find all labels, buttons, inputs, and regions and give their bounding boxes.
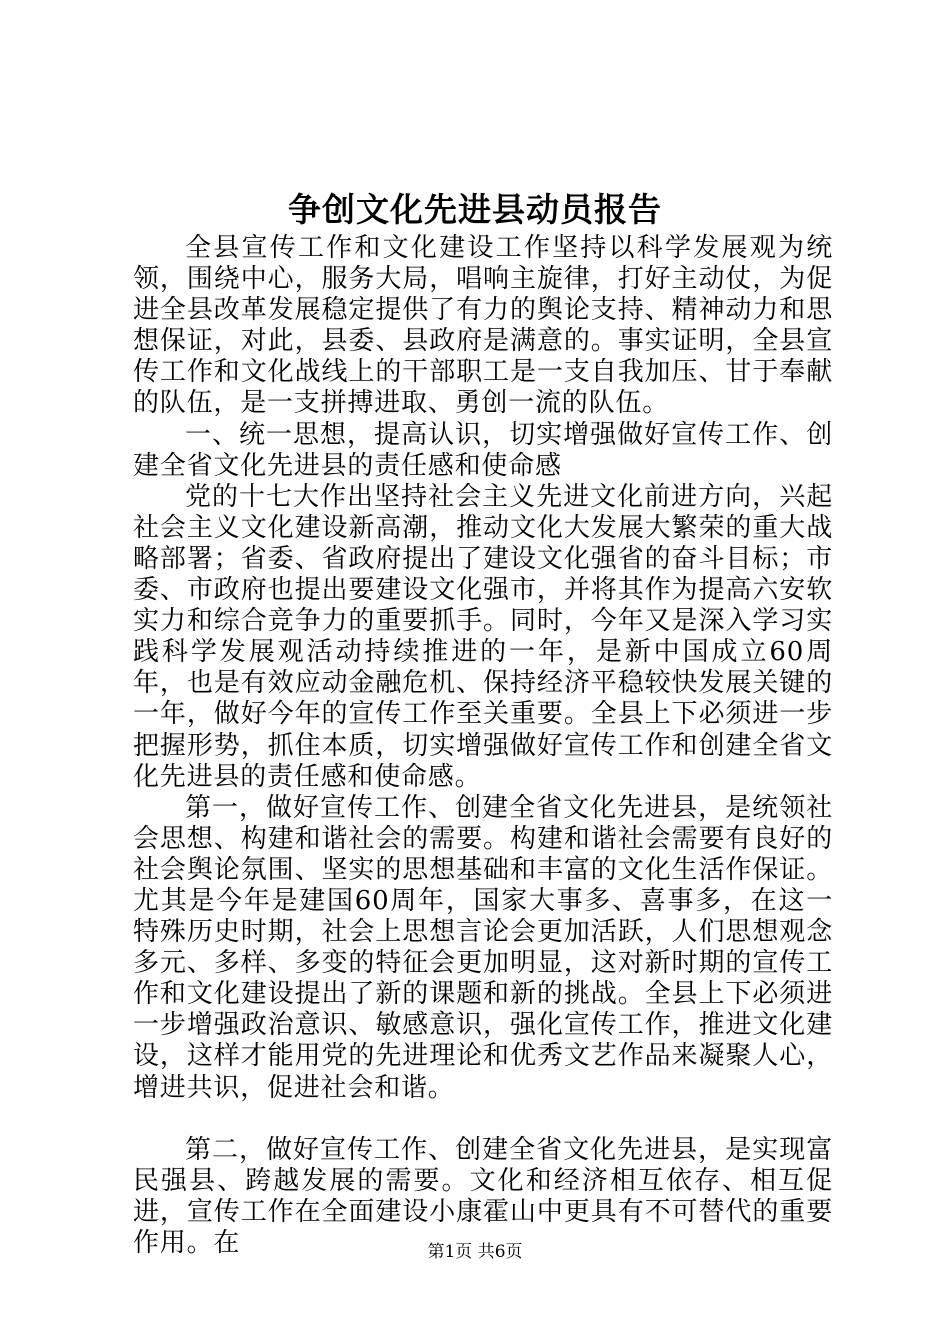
document-title: 争创文化先进县动员报告: [288, 190, 662, 229]
paragraph-first-point: 第一，做好宣传工作、创建全省文化先进县，是统领社会思想、构建和谐社会的需要。构建和谐社会需要有良好的社会舆论氛围、坚实的思想基础和丰富的文化生活作保证。尤其是今年是建国60周年，国家大事多、喜事多，在这一特殊历史时期，社会上思想言论会更加活跃，人们思想观念多元、多样、多变的特征会更加明显，这对新时期的宣传工作和文化建设提出了新的课题和新的挑战。全县上下必须进一步增强政治意识、敏感意识，强化宣传工作，推进文化建设，这样才能用党的先进理论和优秀文艺作品来凝聚人心，增进共识，促进社会和谐。: [133, 792, 833, 1103]
page-footer: 第1页 共6页: [427, 1242, 523, 1262]
paragraph-second-point: 第二，做好宣传工作、创建全省文化先进县，是实现富民强县、跨越发展的需要。文化和经济相互依存、相互促进，宣传工作在全面建设小康霍山中更具有不可替代的重要作用。在: [133, 1134, 833, 1258]
section-heading-1: 一、统一思想，提高认识，切实增强做好宣传工作、创建全省文化先进县的责任感和使命感: [133, 419, 833, 481]
document-body: [133, 233, 833, 1259]
paragraph-background: 党的十七大作出坚持社会主义先进文化前进方向，兴起社会主义文化建设新高潮，推动文化大发展大繁荣的重大战略部署；省委、省政府提出了建设文化强省的奋斗目标；市委、市政府也提出要建设文化强市，并将其作为提高六安软实力和综合竞争力的重要抓手。同时，今年又是深入学习实践科学发展观活动持续推进的一年，是新中国成立60周年，也是有效应动金融危机、保持经济平稳较快发展关键的一年，做好今年的宣传工作至关重要。全县上下必须进一步把握形势，抓住本质，切实增强做好宣传工作和创建全省文化先进县的责任感和使命感。: [133, 481, 833, 792]
paragraph-intro: 全县宣传工作和文化建设工作坚持以科学发展观为统领，围绕中心，服务大局，唱响主旋律，打好主动仗，为促进全县改革发展稳定提供了有力的舆论支持、精神动力和思想保证，对此，县委、县政府是满意的。事实证明，全县宣传工作和文化战线上的干部职工是一支自我加压、甘于奉献的队伍，是一支拼搏进取、勇创一流的队伍。: [133, 233, 833, 419]
